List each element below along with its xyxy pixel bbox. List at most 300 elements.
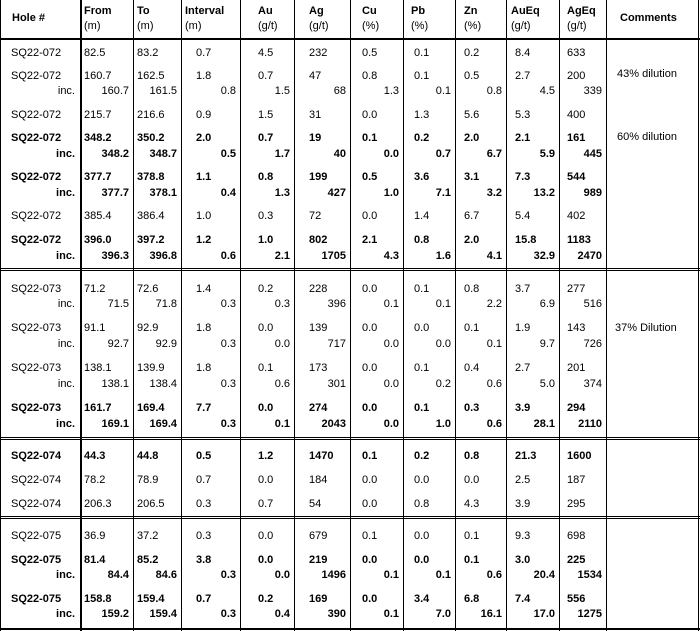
cell-ag: 173 — [309, 362, 328, 374]
cell-ageq: 1534 — [577, 569, 602, 581]
cell-ag: 301 — [327, 378, 346, 390]
cell-aueq: 5.0 — [539, 378, 555, 390]
cell-to: 84.6 — [155, 569, 177, 581]
cell-au: 2.1 — [274, 250, 290, 262]
cell-ageq: 402 — [567, 210, 586, 222]
cell-ageq: 556 — [567, 593, 586, 605]
cell-hole: SQ22-074 — [11, 450, 62, 462]
header-zn: Zn (%) — [464, 5, 482, 32]
cell-to: 71.8 — [155, 298, 177, 310]
table-row — [0, 169, 700, 185]
cell-ag: 68 — [333, 85, 346, 97]
cell-interval: 0.7 — [196, 47, 212, 59]
cell-zn: 0.6 — [486, 418, 502, 430]
cell-interval: 0.6 — [220, 250, 236, 262]
table-row — [0, 232, 700, 248]
cell-ageq: 225 — [567, 554, 586, 566]
cell-ageq: 374 — [583, 378, 602, 390]
cell-pb: 0.2 — [414, 450, 430, 462]
cell-to: 92.9 — [155, 338, 177, 350]
cell-ag: 1496 — [321, 569, 346, 581]
cell-ag: 72 — [309, 210, 322, 222]
cell-au: 0.7 — [258, 132, 274, 144]
cell-to: 378.1 — [149, 187, 177, 199]
cell-pb: 0.1 — [435, 569, 451, 581]
cell-aueq: 9.7 — [539, 338, 555, 350]
cell-aueq: 28.1 — [533, 418, 555, 430]
cell-from: 81.4 — [84, 554, 106, 566]
cell-to: 92.9 — [137, 322, 159, 334]
cell-hole: inc. — [57, 85, 75, 97]
cell-ageq: 339 — [583, 85, 602, 97]
cell-aueq: 9.3 — [515, 530, 531, 542]
cell-from: 91.1 — [84, 322, 106, 334]
header-comments: Comments — [620, 12, 677, 24]
cell-pb: 7.0 — [435, 608, 451, 620]
cell-pb: 7.1 — [435, 187, 451, 199]
cell-interval: 1.8 — [196, 322, 212, 334]
cell-aueq: 1.9 — [515, 322, 531, 334]
cell-from: 36.9 — [84, 530, 106, 542]
cell-pb: 0.1 — [414, 362, 430, 374]
table-row — [0, 281, 700, 297]
cell-zn: 0.0 — [464, 474, 480, 486]
cell-cu: 0.0 — [362, 109, 378, 121]
cell-from: 348.2 — [101, 148, 129, 160]
cell-to: 44.8 — [137, 450, 159, 462]
cell-to: 206.5 — [137, 498, 165, 510]
table-row — [0, 472, 700, 488]
cell-ageq: 989 — [583, 187, 602, 199]
cell-zn: 0.1 — [486, 338, 502, 350]
cell-aueq: 8.4 — [515, 47, 531, 59]
cell-zn: 6.7 — [486, 148, 502, 160]
cell-cu: 0.0 — [362, 402, 378, 414]
cell-ageq: 2110 — [578, 418, 602, 430]
cell-au: 4.5 — [258, 47, 274, 59]
cell-hole: inc. — [56, 418, 75, 430]
cell-interval: 0.7 — [196, 593, 212, 605]
cell-ag: 228 — [309, 283, 328, 295]
cell-interval: 0.3 — [220, 298, 236, 310]
cell-interval: 0.3 — [220, 569, 236, 581]
cell-ageq: 2470 — [577, 250, 602, 262]
cell-interval: 2.0 — [196, 132, 212, 144]
cell-zn: 0.8 — [464, 283, 480, 295]
cell-au: 1.0 — [258, 234, 274, 246]
table-row-inc — [0, 248, 700, 264]
cell-zn: 0.1 — [464, 554, 480, 566]
cell-hole: SQ22-074 — [11, 474, 62, 486]
header-aueq: AuEq (g/t) — [511, 5, 540, 32]
cell-cu: 4.3 — [383, 250, 399, 262]
cell-au: 0.0 — [274, 338, 290, 350]
cell-ag: 1470 — [309, 450, 334, 462]
table-bottom-border — [0, 628, 700, 630]
cell-au: 0.1 — [274, 418, 290, 430]
cell-from: 71.5 — [107, 298, 129, 310]
cell-ag: 396 — [327, 298, 346, 310]
cell-cu: 0.0 — [362, 322, 378, 334]
cell-interval: 0.3 — [220, 418, 236, 430]
group-separator — [0, 516, 700, 519]
cell-cu: 0.0 — [383, 378, 399, 390]
cell-to: 159.4 — [149, 608, 177, 620]
table-row — [0, 591, 700, 607]
group-separator — [0, 268, 700, 271]
header-from: From (m) — [84, 5, 112, 32]
table-row-inc — [0, 416, 700, 432]
cell-au: 0.2 — [258, 283, 274, 295]
cell-cu: 0.5 — [362, 171, 378, 183]
cell-pb: 0.2 — [414, 132, 430, 144]
cell-zn: 0.4 — [464, 362, 480, 374]
cell-hole: SQ22-075 — [11, 554, 62, 566]
cell-aueq: 3.0 — [515, 554, 531, 566]
comment-cell: 43% dilution — [617, 68, 677, 80]
cell-to: 37.2 — [137, 530, 159, 542]
cell-hole: inc. — [56, 569, 75, 581]
cell-aueq: 5.4 — [515, 210, 531, 222]
table-row — [0, 448, 700, 464]
cell-cu: 0.1 — [362, 530, 378, 542]
cell-to: 162.5 — [137, 70, 165, 82]
cell-cu: 0.1 — [383, 298, 399, 310]
cell-au: 0.1 — [258, 362, 274, 374]
cell-au: 0.6 — [274, 378, 290, 390]
cell-hole: inc. — [56, 608, 75, 620]
cell-interval: 1.2 — [196, 234, 212, 246]
cell-au: 0.0 — [258, 554, 274, 566]
cell-ageq: 295 — [567, 498, 586, 510]
cell-ageq: 726 — [583, 338, 602, 350]
cell-ag: 219 — [309, 554, 328, 566]
cell-cu: 0.1 — [362, 450, 378, 462]
cell-ag: 31 — [309, 109, 322, 121]
cell-to: 139.9 — [137, 362, 165, 374]
cell-ageq: 1183 — [567, 234, 591, 246]
cell-ageq: 201 — [567, 362, 586, 374]
cell-from: 138.1 — [101, 378, 129, 390]
cell-aueq: 3.7 — [515, 283, 531, 295]
cell-from: 215.7 — [84, 109, 112, 121]
table-row — [0, 208, 700, 224]
cell-zn: 0.2 — [464, 47, 480, 59]
cell-pb: 1.4 — [414, 210, 430, 222]
cell-to: 216.6 — [137, 109, 165, 121]
table-row-inc — [0, 567, 700, 583]
cell-interval: 0.3 — [196, 530, 212, 542]
cell-hole: inc. — [56, 250, 75, 262]
header-to: To (m) — [137, 5, 154, 32]
table-row — [0, 360, 700, 376]
cell-aueq: 5.3 — [515, 109, 531, 121]
cell-aueq: 2.5 — [515, 474, 531, 486]
cell-ageq: 516 — [583, 298, 602, 310]
cell-from: 348.2 — [84, 132, 112, 144]
cell-interval: 0.4 — [220, 187, 236, 199]
cell-ag: 390 — [327, 608, 346, 620]
cell-ag: 717 — [327, 338, 346, 350]
cell-au: 1.7 — [274, 148, 290, 160]
header-ag: Ag (g/t) — [309, 5, 329, 32]
cell-aueq: 5.9 — [539, 148, 555, 160]
cell-cu: 0.0 — [362, 210, 378, 222]
table-row — [0, 45, 700, 61]
cell-interval: 0.5 — [196, 450, 212, 462]
cell-pb: 0.0 — [414, 554, 430, 566]
cell-cu: 0.1 — [383, 569, 399, 581]
cell-zn: 0.3 — [464, 402, 480, 414]
cell-hole: SQ22-072 — [11, 234, 62, 246]
cell-ag: 40 — [333, 148, 346, 160]
cell-ag: 19 — [309, 132, 322, 144]
cell-pb: 0.7 — [435, 148, 451, 160]
cell-interval: 1.1 — [196, 171, 212, 183]
cell-interval: 7.7 — [196, 402, 212, 414]
cell-ag: 274 — [309, 402, 328, 414]
cell-to: 378.8 — [137, 171, 165, 183]
table-row — [0, 496, 700, 512]
cell-interval: 0.3 — [196, 498, 212, 510]
cell-ageq: 294 — [567, 402, 586, 414]
cell-ageq: 161 — [567, 132, 586, 144]
cell-ageq: 277 — [567, 283, 586, 295]
cell-to: 397.2 — [137, 234, 165, 246]
cell-to: 169.4 — [149, 418, 177, 430]
cell-ageq: 143 — [567, 322, 586, 334]
comment-cell: 60% dilution — [617, 131, 677, 143]
cell-to: 350.2 — [137, 132, 165, 144]
cell-hole: SQ22-074 — [11, 498, 62, 510]
cell-hole: inc. — [57, 338, 75, 350]
cell-from: 169.1 — [101, 418, 129, 430]
cell-zn: 2.0 — [464, 234, 480, 246]
cell-pb: 0.0 — [435, 338, 451, 350]
cell-ag: 169 — [309, 593, 328, 605]
cell-zn: 16.1 — [480, 608, 502, 620]
cell-pb: 3.4 — [414, 593, 430, 605]
cell-au: 0.0 — [258, 322, 274, 334]
table-row — [0, 107, 700, 123]
cell-au: 0.8 — [258, 171, 274, 183]
cell-hole: SQ22-072 — [11, 109, 62, 121]
cell-to: 78.9 — [137, 474, 159, 486]
cell-zn: 4.3 — [464, 498, 480, 510]
cell-to: 169.4 — [137, 402, 165, 414]
cell-pb: 0.1 — [435, 85, 451, 97]
cell-from: 158.8 — [84, 593, 112, 605]
cell-aueq: 7.3 — [515, 171, 531, 183]
cell-interval: 0.9 — [196, 109, 212, 121]
cell-cu: 1.3 — [383, 85, 399, 97]
cell-au: 0.0 — [258, 402, 274, 414]
cell-zn: 4.1 — [486, 250, 502, 262]
header-ageq: AgEq (g/t) — [567, 5, 596, 32]
cell-cu: 2.1 — [362, 234, 378, 246]
cell-from: 396.3 — [101, 250, 129, 262]
cell-aueq: 7.4 — [515, 593, 531, 605]
cell-au: 0.0 — [274, 569, 290, 581]
table-row-inc — [0, 376, 700, 392]
cell-au: 0.0 — [258, 474, 274, 486]
cell-from: 160.7 — [84, 70, 112, 82]
cell-pb: 1.0 — [435, 418, 451, 430]
cell-au: 1.2 — [258, 450, 274, 462]
cell-ag: 802 — [309, 234, 328, 246]
cell-ageq: 698 — [567, 530, 586, 542]
cell-cu: 0.0 — [362, 474, 378, 486]
cell-from: 206.3 — [84, 498, 112, 510]
table-row-inc — [0, 146, 700, 162]
cell-interval: 0.7 — [196, 474, 212, 486]
cell-from: 377.7 — [101, 187, 129, 199]
cell-interval: 0.3 — [220, 608, 236, 620]
cell-from: 377.7 — [84, 171, 112, 183]
cell-interval: 1.4 — [196, 283, 212, 295]
cell-interval: 3.8 — [196, 554, 212, 566]
cell-from: 385.4 — [84, 210, 112, 222]
cell-aueq: 20.4 — [533, 569, 555, 581]
cell-from: 84.4 — [107, 569, 129, 581]
cell-hole: SQ22-072 — [11, 132, 62, 144]
cell-hole: SQ22-075 — [11, 530, 62, 542]
cell-cu: 0.5 — [362, 47, 378, 59]
cell-zn: 3.1 — [464, 171, 480, 183]
cell-ag: 184 — [309, 474, 328, 486]
table-row — [0, 320, 700, 336]
header-cu: Cu (%) — [362, 5, 380, 32]
cell-to: 83.2 — [137, 47, 159, 59]
cell-ag: 199 — [309, 171, 328, 183]
cell-au: 0.3 — [258, 210, 274, 222]
cell-au: 0.7 — [258, 70, 274, 82]
cell-from: 160.7 — [101, 85, 129, 97]
table-row-inc — [0, 296, 700, 312]
cell-aueq: 6.9 — [539, 298, 555, 310]
cell-cu: 0.0 — [383, 148, 399, 160]
cell-au: 0.3 — [274, 298, 290, 310]
cell-au: 0.4 — [274, 608, 290, 620]
cell-au: 1.3 — [274, 187, 290, 199]
table-row-inc — [0, 185, 700, 201]
cell-zn: 2.2 — [486, 298, 502, 310]
cell-cu: 0.1 — [383, 608, 399, 620]
cell-aueq: 15.8 — [515, 234, 537, 246]
cell-au: 1.5 — [274, 85, 290, 97]
cell-ag: 679 — [309, 530, 328, 542]
cell-aueq: 3.9 — [515, 402, 531, 414]
header-au: Au (g/t) — [258, 5, 278, 32]
cell-from: 71.2 — [84, 283, 106, 295]
cell-interval: 0.3 — [220, 378, 236, 390]
cell-pb: 1.3 — [414, 109, 430, 121]
cell-ag: 427 — [327, 187, 346, 199]
cell-pb: 0.1 — [414, 47, 430, 59]
cell-interval: 0.5 — [220, 148, 236, 160]
cell-hole: inc. — [56, 187, 75, 199]
cell-pb: 0.0 — [414, 322, 430, 334]
cell-zn: 5.6 — [464, 109, 480, 121]
cell-zn: 0.8 — [486, 85, 502, 97]
table-row — [0, 552, 700, 568]
table-row — [0, 68, 700, 84]
cell-pb: 0.8 — [414, 234, 430, 246]
cell-ageq: 400 — [567, 109, 586, 121]
cell-pb: 0.1 — [435, 298, 451, 310]
cell-aueq: 17.0 — [533, 608, 555, 620]
cell-ageq: 200 — [567, 70, 586, 82]
cell-hole: inc. — [56, 148, 75, 160]
cell-au: 1.5 — [258, 109, 274, 121]
cell-cu: 1.0 — [383, 187, 399, 199]
table-row — [0, 528, 700, 544]
table-row-inc — [0, 336, 700, 352]
cell-au: 0.7 — [258, 498, 274, 510]
cell-aueq: 3.9 — [515, 498, 531, 510]
cell-zn: 0.5 — [464, 70, 480, 82]
cell-hole: SQ22-073 — [11, 322, 62, 334]
cell-ageq: 187 — [567, 474, 586, 486]
header-interval: Interval (m) — [185, 5, 225, 32]
cell-zn: 6.8 — [464, 593, 480, 605]
cell-hole: inc. — [57, 298, 75, 310]
table-row-inc — [0, 83, 700, 99]
cell-au: 0.0 — [258, 530, 274, 542]
cell-from: 92.7 — [107, 338, 129, 350]
cell-ag: 139 — [309, 322, 328, 334]
cell-ageq: 445 — [583, 148, 602, 160]
cell-hole: inc. — [57, 378, 75, 390]
cell-cu: 0.0 — [362, 283, 378, 295]
cell-cu: 0.0 — [362, 593, 378, 605]
cell-pb: 0.2 — [435, 378, 451, 390]
cell-from: 161.7 — [84, 402, 112, 414]
cell-aueq: 2.7 — [515, 70, 531, 82]
cell-ageq: 1600 — [567, 450, 592, 462]
cell-from: 159.2 — [101, 608, 129, 620]
cell-to: 348.7 — [149, 148, 177, 160]
cell-cu: 0.1 — [362, 132, 378, 144]
cell-aueq: 4.5 — [539, 85, 555, 97]
group-separator — [0, 437, 700, 440]
cell-cu: 0.8 — [362, 70, 378, 82]
cell-pb: 0.8 — [414, 498, 430, 510]
cell-aueq: 21.3 — [515, 450, 537, 462]
cell-zn: 0.6 — [486, 378, 502, 390]
cell-pb: 0.1 — [414, 70, 430, 82]
cell-to: 72.6 — [137, 283, 159, 295]
cell-aueq: 32.9 — [533, 250, 555, 262]
cell-zn: 0.1 — [464, 530, 480, 542]
header-hole: Hole # — [12, 12, 46, 24]
cell-aueq: 2.1 — [515, 132, 531, 144]
cell-hole: SQ22-072 — [11, 47, 62, 59]
cell-to: 138.4 — [149, 378, 177, 390]
table-row — [0, 400, 700, 416]
cell-to: 159.4 — [137, 593, 165, 605]
comment-cell: 37% Dilution — [615, 322, 677, 334]
cell-to: 396.8 — [149, 250, 177, 262]
cell-ageq: 1275 — [577, 608, 602, 620]
cell-cu: 0.0 — [362, 554, 378, 566]
cell-from: 44.3 — [84, 450, 106, 462]
cell-zn: 2.0 — [464, 132, 480, 144]
cell-pb: 0.0 — [414, 474, 430, 486]
table-row-inc — [0, 606, 700, 622]
cell-hole: SQ22-073 — [11, 283, 62, 295]
cell-hole: SQ22-072 — [11, 210, 62, 222]
